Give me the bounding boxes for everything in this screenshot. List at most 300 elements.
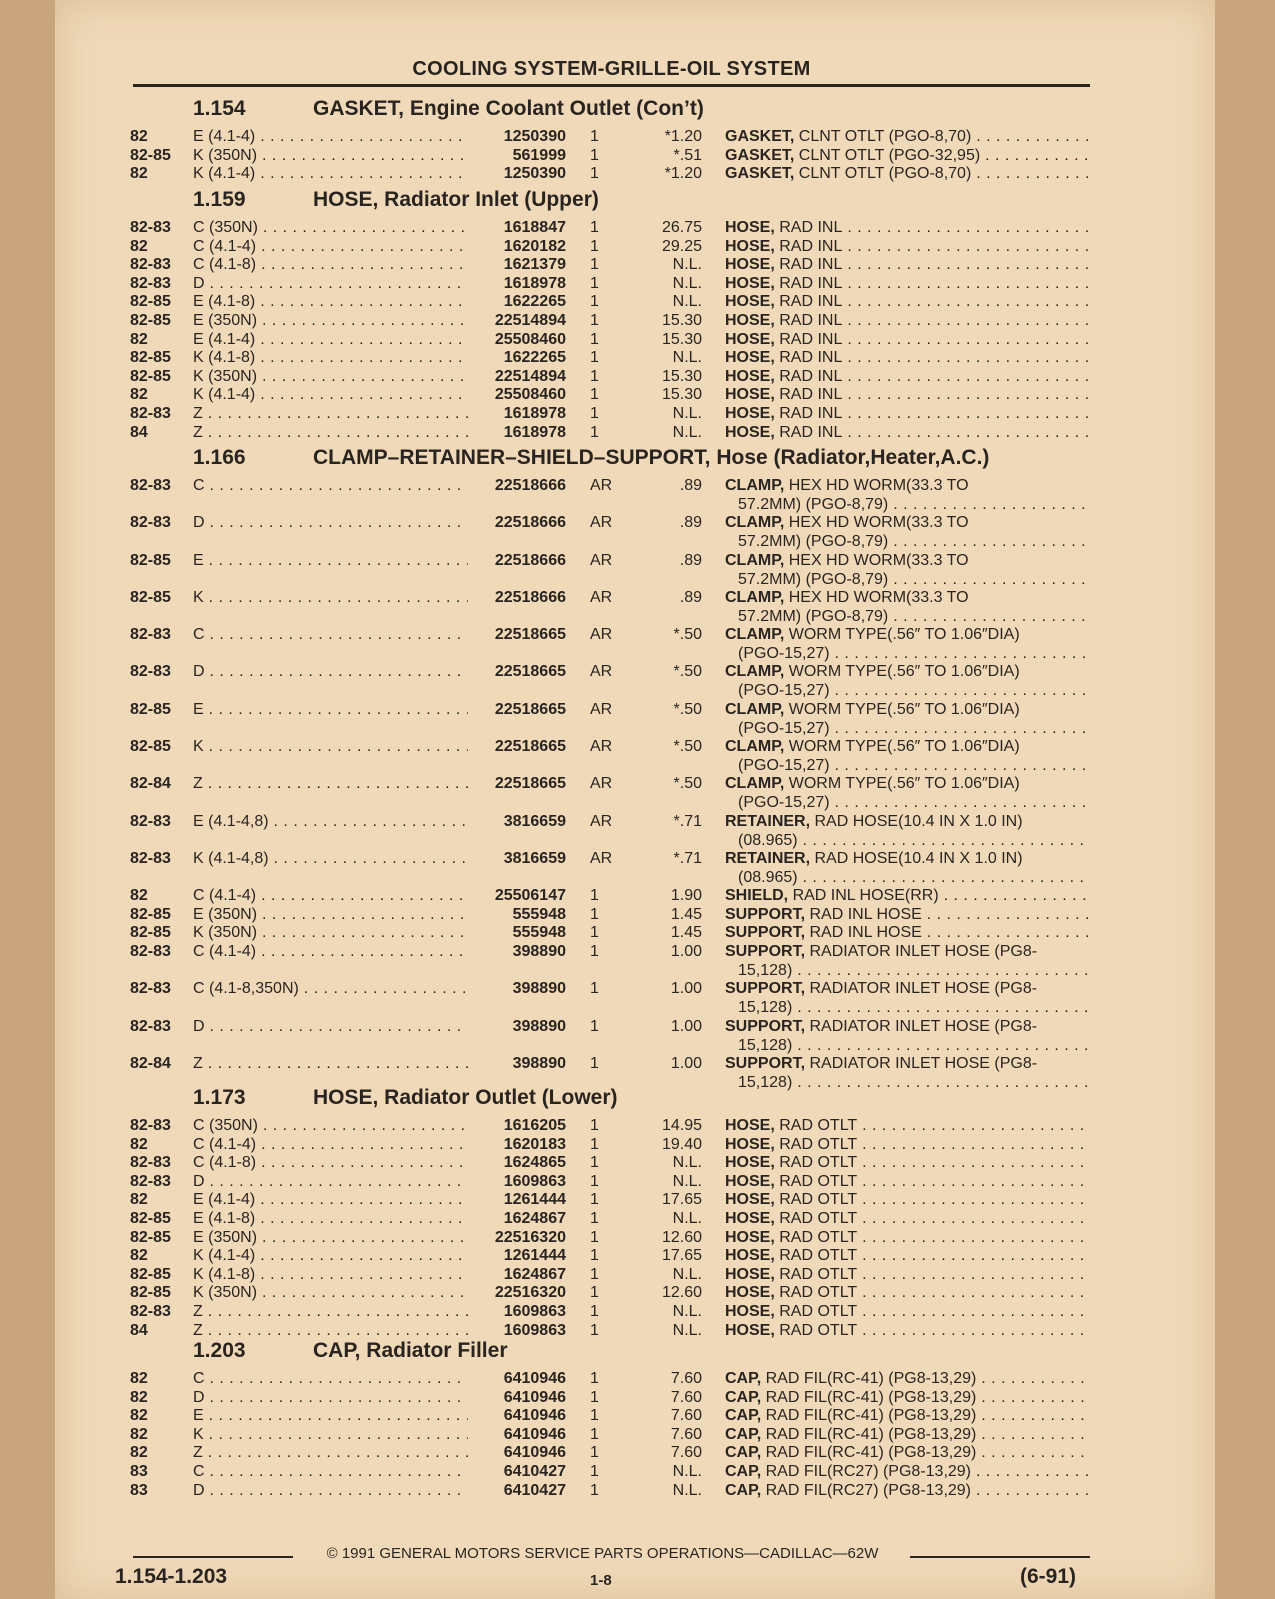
part-row	[0, 292, 1275, 311]
part-description-continued: (08.965) . . .	[738, 831, 1090, 850]
price: *.71	[673, 850, 702, 867]
section-title: HOSE, Radiator Inlet (Upper)	[313, 188, 599, 211]
part-description: HOSE, RAD OTLT . . .	[725, 1302, 1090, 1321]
part-description-continued: (PGO-15,27) . . .	[738, 793, 1090, 812]
model-code: C (4.1-4) . . .	[193, 886, 468, 905]
part-description: HOSE, RAD OTLT . . .	[725, 1172, 1090, 1191]
section-number: 1.203	[193, 1339, 246, 1362]
quantity: 1	[590, 128, 599, 145]
part-row	[0, 330, 1275, 349]
price: N.L.	[672, 1266, 702, 1283]
year-range: 82	[130, 1247, 148, 1264]
part-description: HOSE, RAD OTLT . . .	[725, 1135, 1090, 1154]
model-code: Z . . .	[193, 404, 468, 423]
quantity: 1	[590, 349, 599, 366]
model-code: D . . .	[193, 513, 468, 532]
price: *1.20	[664, 128, 702, 145]
price: 1.00	[670, 1018, 702, 1035]
part-number: 22518665	[494, 626, 566, 643]
part-number: 1620183	[503, 1136, 566, 1153]
part-description: HOSE, RAD INL . . .	[725, 385, 1090, 404]
part-row	[0, 1246, 1275, 1265]
part-description: HOSE, RAD INL . . .	[725, 348, 1090, 367]
part-description: HOSE, RAD OTLT . . .	[725, 1209, 1090, 1228]
part-row	[0, 1116, 1275, 1135]
part-number: 555948	[512, 924, 566, 941]
year-range: 82-85	[130, 1229, 171, 1246]
price: N.L.	[672, 1463, 702, 1480]
model-code: Z . . .	[193, 1054, 468, 1073]
quantity: AR	[590, 813, 613, 830]
price: 17.65	[661, 1247, 702, 1264]
part-row	[0, 164, 1275, 183]
year-range: 82-85	[130, 1266, 171, 1283]
part-number: 3816659	[503, 850, 566, 867]
quantity: AR	[590, 626, 613, 643]
year-range: 84	[130, 1322, 148, 1339]
quantity: 1	[590, 368, 599, 385]
price: 15.30	[661, 386, 702, 403]
part-description: SHIELD, RAD INL HOSE(RR) . . .	[725, 886, 1090, 905]
part-row	[0, 979, 1275, 1016]
model-code: Z . . .	[193, 1443, 468, 1462]
part-description: HOSE, RAD OTLT . . .	[725, 1190, 1090, 1209]
part-number: 1609863	[503, 1173, 566, 1190]
year-range: 82-83	[130, 1117, 171, 1134]
part-description: HOSE, RAD INL . . .	[725, 255, 1090, 274]
model-code: K . . .	[193, 588, 468, 607]
part-description: HOSE, RAD OTLT . . .	[725, 1116, 1090, 1135]
model-code: E . . .	[193, 1406, 468, 1425]
year-range: 82-83	[130, 943, 171, 960]
part-row	[0, 1321, 1275, 1340]
part-description: GASKET, CLNT OTLT (PGO-8,70) . . .	[725, 164, 1090, 183]
price: *.50	[673, 701, 702, 718]
model-code: K (350N) . . .	[193, 367, 468, 386]
model-code: K (350N) . . .	[193, 146, 468, 165]
quantity: 1	[590, 1055, 599, 1072]
quantity: 1	[590, 1266, 599, 1283]
quantity: 1	[590, 219, 599, 236]
part-description: HOSE, RAD INL . . .	[725, 367, 1090, 386]
part-description-continued: 57.2MM) (PGO-8,79) . . .	[738, 495, 1090, 514]
model-code: C . . .	[193, 1369, 468, 1388]
model-code: K (4.1-8) . . .	[193, 348, 468, 367]
part-row	[0, 588, 1275, 625]
model-code: E (4.1-8) . . .	[193, 292, 468, 311]
footer-rule-right	[910, 1556, 1090, 1558]
part-row	[0, 1443, 1275, 1462]
model-code: C (4.1-4) . . .	[193, 237, 468, 256]
part-description: GASKET, CLNT OTLT (PGO-8,70) . . .	[725, 127, 1090, 146]
model-code: E (350N) . . .	[193, 1228, 468, 1247]
price: *.50	[673, 775, 702, 792]
part-number: 1622265	[503, 293, 566, 310]
year-range: 82-84	[130, 775, 171, 792]
model-code: Z . . .	[193, 423, 468, 442]
year-range: 82-85	[130, 1284, 171, 1301]
part-description-continued: (PGO-15,27) . . .	[738, 644, 1090, 663]
part-number: 22516320	[494, 1284, 566, 1301]
quantity: AR	[590, 738, 613, 755]
model-code: K (350N) . . .	[193, 1283, 468, 1302]
year-range: 82	[130, 1444, 148, 1461]
model-code: D . . .	[193, 662, 468, 681]
part-row	[0, 1153, 1275, 1172]
year-range: 82-85	[130, 1210, 171, 1227]
year-range: 82	[130, 1426, 148, 1443]
footer-page-number: 1-8	[590, 1572, 612, 1589]
model-code: C (350N) . . .	[193, 1116, 468, 1135]
quantity: 1	[590, 386, 599, 403]
price: *1.20	[664, 165, 702, 182]
price: 26.75	[661, 219, 702, 236]
part-description-continued: 15,128) . . .	[738, 1036, 1090, 1055]
part-row	[0, 237, 1275, 256]
part-row	[0, 1228, 1275, 1247]
model-code: E (4.1-4) . . .	[193, 330, 468, 349]
part-number: 6410427	[503, 1482, 566, 1499]
price: 1.00	[670, 943, 702, 960]
quantity: AR	[590, 850, 613, 867]
year-range: 82	[130, 238, 148, 255]
price: 17.65	[661, 1191, 702, 1208]
year-range: 82-85	[130, 293, 171, 310]
part-description: RETAINER, RAD HOSE(10.4 IN X 1.0 IN)	[725, 850, 1023, 867]
model-code: K (4.1-8) . . .	[193, 1265, 468, 1284]
part-row	[0, 274, 1275, 293]
part-number: 25506147	[494, 887, 566, 904]
quantity: 1	[590, 1444, 599, 1461]
part-row	[0, 1369, 1275, 1388]
quantity: 1	[590, 331, 599, 348]
part-description: HOSE, RAD OTLT . . .	[725, 1321, 1090, 1340]
model-code: K (4.1-4) . . .	[193, 1246, 468, 1265]
part-number: 561999	[512, 147, 566, 164]
part-description: CLAMP, HEX HD WORM(33.3 TO	[725, 514, 969, 531]
model-code: C . . .	[193, 625, 468, 644]
quantity: 1	[590, 1191, 599, 1208]
part-description: GASKET, CLNT OTLT (PGO-32,95) . . .	[725, 146, 1090, 165]
part-description: CLAMP, WORM TYPE(.56″ TO 1.06″DIA)	[725, 663, 1020, 680]
year-range: 82-85	[130, 368, 171, 385]
price: 7.60	[670, 1444, 702, 1461]
price: *.50	[673, 738, 702, 755]
part-row	[0, 1172, 1275, 1191]
part-description: RETAINER, RAD HOSE(10.4 IN X 1.0 IN)	[725, 813, 1023, 830]
price: 15.30	[661, 312, 702, 329]
part-number: 398890	[512, 943, 566, 960]
part-number: 555948	[512, 906, 566, 923]
part-number: 1620182	[503, 238, 566, 255]
part-number: 1609863	[503, 1322, 566, 1339]
model-code: C (4.1-8,350N) . . .	[193, 979, 468, 998]
part-description: SUPPORT, RADIATOR INLET HOSE (PG8-	[725, 980, 1038, 997]
part-row	[0, 348, 1275, 367]
price: N.L.	[672, 1303, 702, 1320]
quantity: 1	[590, 906, 599, 923]
year-range: 82-85	[130, 924, 171, 941]
part-description-continued: 57.2MM) (PGO-8,79) . . .	[738, 532, 1090, 551]
part-number: 1624867	[503, 1210, 566, 1227]
model-code: K (4.1-4) . . .	[193, 385, 468, 404]
part-row	[0, 311, 1275, 330]
price: N.L.	[672, 1210, 702, 1227]
year-range: 82-83	[130, 275, 171, 292]
model-code: C (4.1-4) . . .	[193, 942, 468, 961]
model-code: D . . .	[193, 1017, 468, 1036]
part-description: SUPPORT, RADIATOR INLET HOSE (PG8-	[725, 943, 1038, 960]
model-code: C . . .	[193, 476, 468, 495]
year-range: 82-83	[130, 850, 171, 867]
part-number: 1250390	[503, 165, 566, 182]
part-description: CLAMP, WORM TYPE(.56″ TO 1.06″DIA)	[725, 775, 1020, 792]
quantity: 1	[590, 147, 599, 164]
price: N.L.	[672, 1154, 702, 1171]
part-number: 1618847	[503, 219, 566, 236]
model-code: Z . . .	[193, 774, 468, 793]
section-number: 1.154	[193, 97, 246, 120]
price: 1.90	[670, 887, 702, 904]
quantity: 1	[590, 943, 599, 960]
model-code: K (4.1-4,8) . . .	[193, 849, 468, 868]
price: N.L.	[672, 1482, 702, 1499]
model-code: K (4.1-4) . . .	[193, 164, 468, 183]
section-title: HOSE, Radiator Outlet (Lower)	[313, 1086, 618, 1109]
price: 7.60	[670, 1389, 702, 1406]
part-description: HOSE, RAD INL . . .	[725, 330, 1090, 349]
part-row	[0, 662, 1275, 699]
part-description: SUPPORT, RAD INL HOSE . . .	[725, 905, 1090, 924]
part-description: HOSE, RAD OTLT . . .	[725, 1246, 1090, 1265]
part-number: 22518665	[494, 701, 566, 718]
part-description-continued: 15,128) . . .	[738, 1073, 1090, 1092]
part-description-continued: 57.2MM) (PGO-8,79) . . .	[738, 570, 1090, 589]
footer-copyright: © 1991 GENERAL MOTORS SERVICE PARTS OPERATIONS—CADILLAC—62W	[326, 1545, 879, 1562]
part-row	[0, 476, 1275, 513]
part-description: HOSE, RAD INL . . .	[725, 423, 1090, 442]
year-range: 82	[130, 887, 148, 904]
part-number: 22518665	[494, 663, 566, 680]
year-range: 82	[130, 1407, 148, 1424]
part-row	[0, 551, 1275, 588]
part-description: HOSE, RAD OTLT . . .	[725, 1153, 1090, 1172]
quantity: AR	[590, 775, 613, 792]
part-number: 6410946	[503, 1389, 566, 1406]
part-row	[0, 737, 1275, 774]
quantity: 1	[590, 1229, 599, 1246]
part-row	[0, 1054, 1275, 1091]
year-range: 82-83	[130, 813, 171, 830]
part-row	[0, 1462, 1275, 1481]
part-description: CLAMP, HEX HD WORM(33.3 TO	[725, 477, 969, 494]
footer-section-range: 1.154-1.203	[115, 1565, 228, 1588]
model-code: D . . .	[193, 1388, 468, 1407]
year-range: 83	[130, 1463, 148, 1480]
quantity: 1	[590, 1284, 599, 1301]
year-range: 82	[130, 1191, 148, 1208]
part-number: 398890	[512, 980, 566, 997]
price: 12.60	[661, 1229, 702, 1246]
part-number: 22514894	[494, 312, 566, 329]
model-code: E . . .	[193, 700, 468, 719]
part-description: CAP, RAD FIL(RC-41) (PG8-13,29) . . .	[725, 1425, 1090, 1444]
quantity: AR	[590, 477, 613, 494]
part-description-continued: (PGO-15,27) . . .	[738, 681, 1090, 700]
model-code: E (350N) . . .	[193, 905, 468, 924]
year-range: 83	[130, 1482, 148, 1499]
part-number: 1618978	[503, 275, 566, 292]
page-header: COOLING SYSTEM-GRILLE-OIL SYSTEM	[412, 58, 811, 80]
part-row	[0, 625, 1275, 662]
year-range: 82-85	[130, 552, 171, 569]
year-range: 82-83	[130, 1018, 171, 1035]
quantity: 1	[590, 1117, 599, 1134]
part-description: HOSE, RAD INL . . .	[725, 292, 1090, 311]
part-number: 1618978	[503, 405, 566, 422]
part-description: CLAMP, WORM TYPE(.56″ TO 1.06″DIA)	[725, 738, 1020, 755]
price: .89	[679, 514, 702, 531]
part-row	[0, 1017, 1275, 1054]
model-code: E (4.1-8) . . .	[193, 1209, 468, 1228]
part-number: 1624865	[503, 1154, 566, 1171]
part-number: 3816659	[503, 813, 566, 830]
part-description-continued: (08.965) . . .	[738, 868, 1090, 887]
year-range: 84	[130, 424, 148, 441]
price: 19.40	[661, 1136, 702, 1153]
part-description-continued: 15,128) . . .	[738, 961, 1090, 980]
year-range: 82	[130, 1389, 148, 1406]
quantity: 1	[590, 924, 599, 941]
quantity: 1	[590, 1018, 599, 1035]
part-description: CAP, RAD FIL(RC27) (PG8-13,29) . . .	[725, 1462, 1090, 1481]
part-row	[0, 886, 1275, 905]
year-range: 82-83	[130, 1154, 171, 1171]
year-range: 82-83	[130, 980, 171, 997]
part-description: HOSE, RAD OTLT . . .	[725, 1228, 1090, 1247]
part-row	[0, 1209, 1275, 1228]
price: N.L.	[672, 293, 702, 310]
part-number: 25508460	[494, 386, 566, 403]
part-row	[0, 1406, 1275, 1425]
quantity: 1	[590, 256, 599, 273]
section-title: CAP, Radiator Filler	[313, 1339, 508, 1362]
model-code: E (350N) . . .	[193, 311, 468, 330]
quantity: 1	[590, 1210, 599, 1227]
price: 7.60	[670, 1426, 702, 1443]
quantity: AR	[590, 552, 613, 569]
part-number: 22518665	[494, 775, 566, 792]
year-range: 82-85	[130, 906, 171, 923]
part-number: 1261444	[503, 1191, 566, 1208]
model-code: Z . . .	[193, 1302, 468, 1321]
part-description: HOSE, RAD INL . . .	[725, 218, 1090, 237]
part-description: CAP, RAD FIL(RC-41) (PG8-13,29) . . .	[725, 1406, 1090, 1425]
part-description: CLAMP, WORM TYPE(.56″ TO 1.06″DIA)	[725, 626, 1020, 643]
quantity: AR	[590, 589, 613, 606]
part-row	[0, 1190, 1275, 1209]
price: .89	[679, 477, 702, 494]
part-description: HOSE, RAD INL . . .	[725, 404, 1090, 423]
price: 7.60	[670, 1370, 702, 1387]
year-range: 82-85	[130, 349, 171, 366]
year-range: 82-83	[130, 477, 171, 494]
part-description: CLAMP, HEX HD WORM(33.3 TO	[725, 589, 969, 606]
part-description: SUPPORT, RAD INL HOSE . . .	[725, 923, 1090, 942]
price: 15.30	[661, 331, 702, 348]
price: *.50	[673, 663, 702, 680]
part-number: 1261444	[503, 1247, 566, 1264]
part-row	[0, 1265, 1275, 1284]
year-range: 82	[130, 386, 148, 403]
model-code: Z . . .	[193, 1321, 468, 1340]
part-number: 22518666	[494, 514, 566, 531]
model-code: D . . .	[193, 1172, 468, 1191]
price: *.50	[673, 626, 702, 643]
year-range: 82	[130, 331, 148, 348]
part-row	[0, 905, 1275, 924]
part-description: HOSE, RAD INL . . .	[725, 274, 1090, 293]
part-number: 22518666	[494, 552, 566, 569]
part-row	[0, 1425, 1275, 1444]
year-range: 82-83	[130, 1173, 171, 1190]
model-code: D . . .	[193, 1481, 468, 1500]
model-code: D . . .	[193, 274, 468, 293]
part-row	[0, 1302, 1275, 1321]
quantity: 1	[590, 275, 599, 292]
year-range: 82	[130, 128, 148, 145]
quantity: 1	[590, 1426, 599, 1443]
model-code: C (4.1-4) . . .	[193, 1135, 468, 1154]
model-code: C (4.1-8) . . .	[193, 1153, 468, 1172]
quantity: AR	[590, 701, 613, 718]
price: 29.25	[661, 238, 702, 255]
model-code: E (4.1-4) . . .	[193, 1190, 468, 1209]
part-number: 6410427	[503, 1463, 566, 1480]
year-range: 82-85	[130, 312, 171, 329]
year-range: 82-83	[130, 663, 171, 680]
year-range: 82-83	[130, 626, 171, 643]
part-number: 22514894	[494, 368, 566, 385]
part-row	[0, 774, 1275, 811]
year-range: 82-85	[130, 589, 171, 606]
price: N.L.	[672, 424, 702, 441]
price: 15.30	[661, 368, 702, 385]
price: 12.60	[661, 1284, 702, 1301]
part-row	[0, 700, 1275, 737]
part-number: 22518665	[494, 738, 566, 755]
part-row	[0, 423, 1275, 442]
part-row	[0, 404, 1275, 423]
year-range: 82-85	[130, 147, 171, 164]
quantity: 1	[590, 1482, 599, 1499]
part-row	[0, 1388, 1275, 1407]
section-number: 1.166	[193, 446, 246, 469]
model-code: C (350N) . . .	[193, 218, 468, 237]
part-number: 6410946	[503, 1444, 566, 1461]
year-range: 82-84	[130, 1055, 171, 1072]
year-range: 82-83	[130, 514, 171, 531]
quantity: 1	[590, 312, 599, 329]
year-range: 82-83	[130, 1303, 171, 1320]
quantity: 1	[590, 1370, 599, 1387]
part-row	[0, 1135, 1275, 1154]
quantity: 1	[590, 1463, 599, 1480]
part-row	[0, 146, 1275, 165]
price: N.L.	[672, 256, 702, 273]
price: 1.00	[670, 980, 702, 997]
part-number: 1250390	[503, 128, 566, 145]
